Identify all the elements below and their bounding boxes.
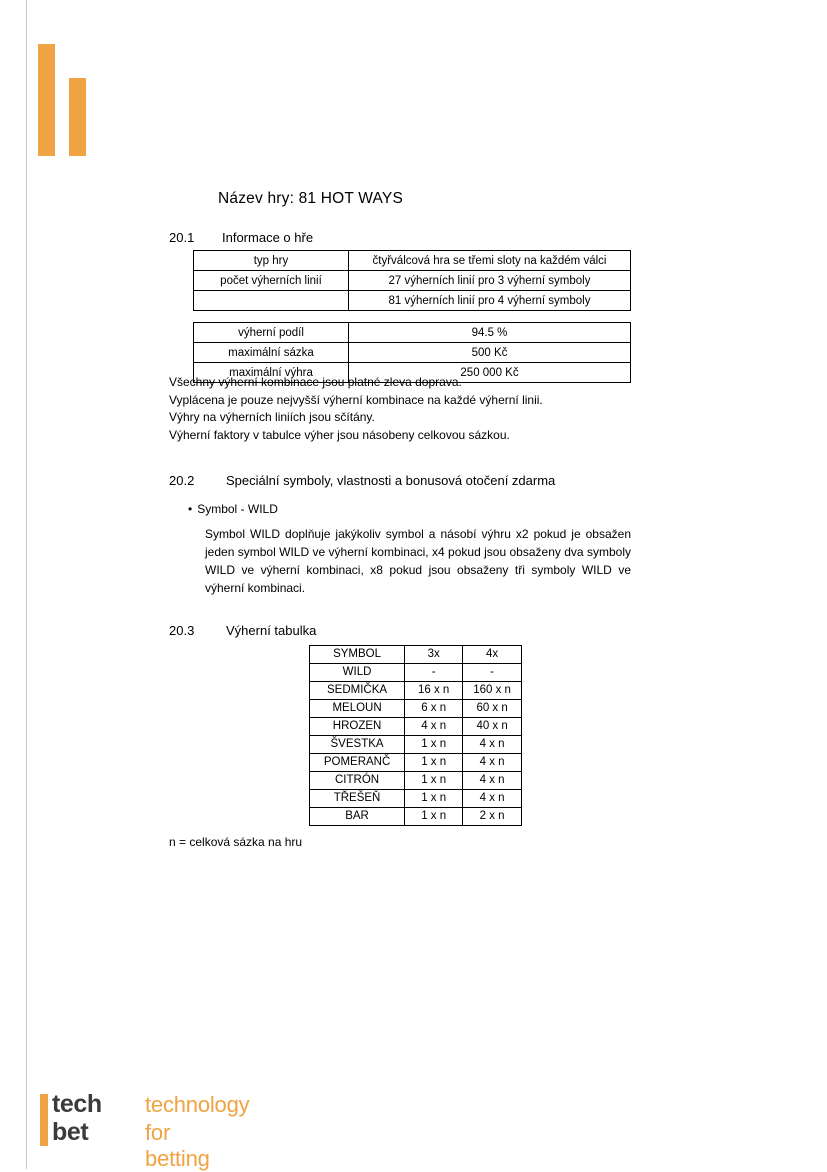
section-title-paytable: Výherní tabulka <box>226 623 317 638</box>
paytable-value-3x: 1 x n <box>405 754 463 772</box>
paytable-value-3x: 1 x n <box>405 736 463 754</box>
info-label: maximální výhra <box>194 363 349 383</box>
rule-line: Vyplácena je pouze nejvyšší výherní kombinace na každé výherní linii. <box>169 392 543 407</box>
paytable-value-4x: 160 x n <box>463 682 522 700</box>
spacer-cell <box>349 311 631 323</box>
rules-paragraphs <box>169 374 543 444</box>
paytable-symbol: SEDMIČKA <box>310 682 405 700</box>
header-logo-icon <box>38 44 98 156</box>
table-row <box>194 343 631 363</box>
paytable-value-4x: 2 x n <box>463 808 522 826</box>
paytable-value-4x: 4 x n <box>463 772 522 790</box>
rule-line: Výherní faktory v tabulce výher jsou násobeny celkovou sázkou. <box>169 427 510 442</box>
page-left-rule <box>26 0 27 1169</box>
info-label <box>194 291 349 311</box>
table-row <box>310 736 522 754</box>
paytable-value-4x: 4 x n <box>463 790 522 808</box>
table-header-row <box>310 646 522 664</box>
paytable-value-4x: 40 x n <box>463 718 522 736</box>
paytable-symbol: TŘEŠEŇ <box>310 790 405 808</box>
table-row <box>310 754 522 772</box>
paytable-value-4x: 4 x n <box>463 736 522 754</box>
paytable-header-symbol: SYMBOL <box>310 646 405 664</box>
section-title-special: Speciální symboly, vlastnosti a bonusová otočení zdarma <box>226 473 556 488</box>
paytable-header-3x: 3x <box>405 646 463 664</box>
paytable-value-4x: - <box>463 664 522 682</box>
table-row <box>310 682 522 700</box>
footer-brand-tech: tech <box>52 1090 102 1118</box>
paytable-symbol: BAR <box>310 808 405 826</box>
paytable-value-3x: 6 x n <box>405 700 463 718</box>
paytable-symbol: HROZEN <box>310 718 405 736</box>
section-number-special: 20.2 <box>169 473 195 488</box>
paytable-value-4x: 60 x n <box>463 700 522 718</box>
paytable-value-3x: 4 x n <box>405 718 463 736</box>
paytable-header-4x: 4x <box>463 646 522 664</box>
paytable <box>309 645 522 826</box>
footer-tagline-for-betting: for betting <box>145 1120 210 1171</box>
info-label: maximální sázka <box>194 343 349 363</box>
info-label: typ hry <box>194 251 349 271</box>
footer-brand-bet: bet <box>52 1118 89 1146</box>
table-row <box>310 772 522 790</box>
wild-bullet-item <box>188 502 278 516</box>
wild-description: Symbol WILD doplňuje jakýkoliv symbol a násobí výhru x2 pokud je obsažen jeden symbol WILD ve výherní kombinaci, x4 pokud jsou obsaženy dva symboly WILD ve výherní kombinaci, x8 pokud jsou obsaženy tři symboly WILD ve výherní kombinaci. <box>205 527 631 595</box>
paytable-value-3x: 16 x n <box>405 682 463 700</box>
info-value: 27 výherních linií pro 3 výherní symboly <box>349 271 631 291</box>
table-row <box>310 808 522 826</box>
section-number-paytable: 20.3 <box>169 623 195 638</box>
table-row <box>310 664 522 682</box>
logo-notch <box>55 78 69 87</box>
rule-line: Všechny výherní kombinace jsou platné zleva doprava. <box>169 375 462 389</box>
spacer-cell <box>194 311 349 323</box>
paytable-note: n = celková sázka na hru <box>169 835 303 849</box>
info-label: počet výherních linií <box>194 271 349 291</box>
table-spacer-row <box>194 311 631 323</box>
info-value: 94.5 % <box>349 323 631 343</box>
info-value: čtyřválcová hra se třemi sloty na každém válci <box>349 251 631 271</box>
paytable-value-3x: 1 x n <box>405 772 463 790</box>
table-row <box>194 291 631 311</box>
table-row <box>310 700 522 718</box>
table-row <box>194 271 631 291</box>
paytable-symbol: ŠVESTKA <box>310 736 405 754</box>
paytable-symbol: CITRÓN <box>310 772 405 790</box>
paytable-value-4x: 4 x n <box>463 754 522 772</box>
footer-tagline-technology: technology <box>145 1092 250 1117</box>
logo-bar-left <box>38 44 55 156</box>
section-number-info: 20.1 <box>169 230 195 245</box>
paytable-value-3x: 1 x n <box>405 808 463 826</box>
info-value: 250 000 Kč <box>349 363 631 383</box>
page-title: Název hry: 81 HOT WAYS <box>218 190 403 207</box>
wild-bullet-label: Symbol - WILD <box>197 502 278 516</box>
paytable-value-3x: 1 x n <box>405 790 463 808</box>
bullet-dot-icon: • <box>188 502 193 516</box>
table-row <box>194 251 631 271</box>
table-row <box>310 718 522 736</box>
footer-logo-bar-icon <box>40 1094 48 1146</box>
paytable-symbol: WILD <box>310 664 405 682</box>
paytable-value-3x: - <box>405 664 463 682</box>
paytable-symbol: MELOUN <box>310 700 405 718</box>
table-row <box>194 323 631 343</box>
rule-line: Výhry na výherních liniích jsou sčítány. <box>169 410 375 424</box>
paytable-symbol: POMERANČ <box>310 754 405 772</box>
section-title-info: Informace o hře <box>222 230 314 245</box>
info-label: výherní podíl <box>194 323 349 343</box>
logo-bar-right <box>69 78 86 156</box>
table-row <box>310 790 522 808</box>
info-value: 81 výherních linií pro 4 výherní symboly <box>349 291 631 311</box>
info-value: 500 Kč <box>349 343 631 363</box>
info-table <box>193 250 631 383</box>
